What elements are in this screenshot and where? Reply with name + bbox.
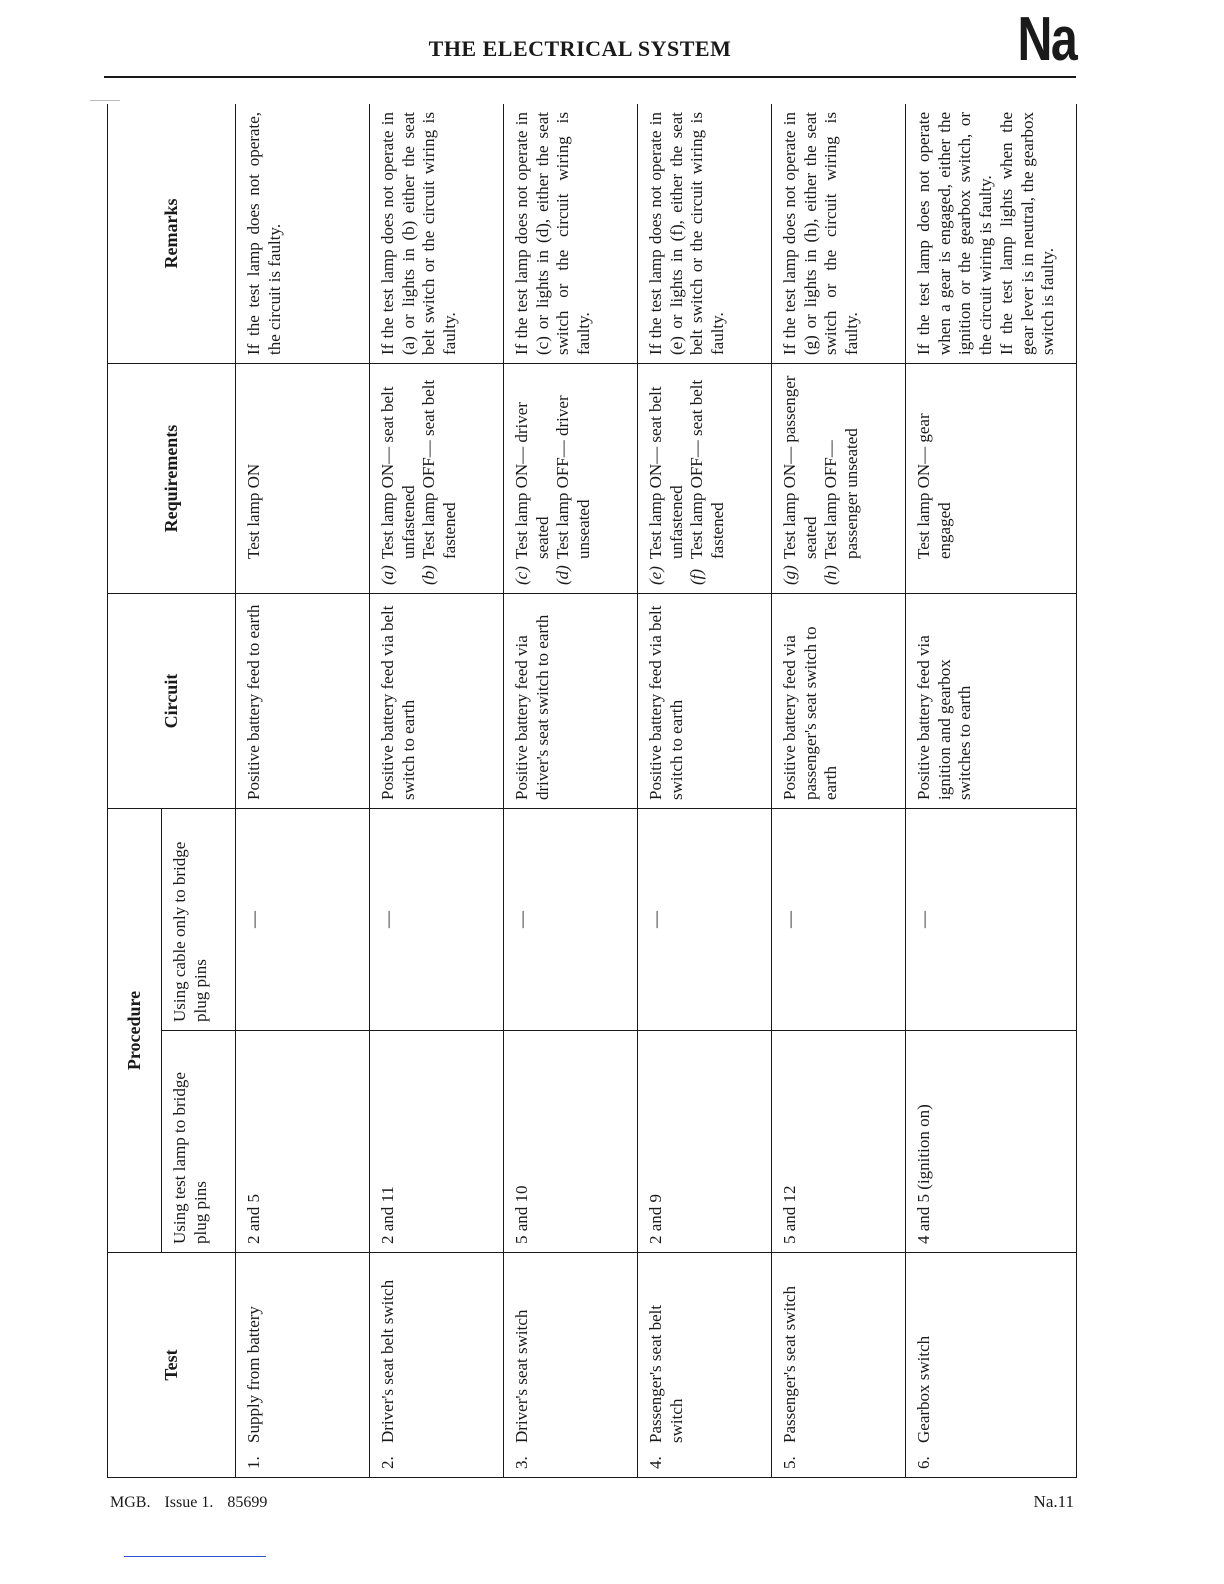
cable-pins-cell: — bbox=[906, 809, 1077, 1031]
table-row bbox=[370, 104, 504, 1478]
requirement-text: Test lamp ON— seat belt unfastened bbox=[378, 386, 418, 559]
requirement-line bbox=[687, 372, 728, 585]
remarks-cell bbox=[906, 104, 1077, 364]
remarks-cell bbox=[638, 104, 772, 364]
test-cell bbox=[638, 1253, 772, 1478]
requirement-line bbox=[378, 372, 419, 585]
cable-pins-cell: — bbox=[504, 809, 638, 1031]
remarks-cell bbox=[370, 104, 504, 364]
requirement-label bbox=[244, 559, 265, 585]
remark-text: If the test lamp lights when the gear lever is in neutral, the gearbox switch is faulty. bbox=[996, 112, 1058, 355]
requirement-text: Test lamp OFF— passenger unseated bbox=[821, 428, 862, 559]
requirement-label: (f) bbox=[687, 568, 707, 585]
header-proc-lamp: Using test lamp to bridge plug pins bbox=[162, 1031, 236, 1253]
table-row bbox=[906, 104, 1077, 1478]
test-table-frame bbox=[107, 104, 1077, 1478]
cable-pins-cell: — bbox=[236, 809, 370, 1031]
circuit-cell: Positive battery feed via driver's seat switch to earth bbox=[504, 594, 638, 809]
circuit-cell: Positive battery feed via passenger's seat switch to earth bbox=[772, 594, 906, 809]
requirement-text: Test lamp ON— seat belt unfastened bbox=[646, 386, 686, 559]
header-remarks: Remarks bbox=[108, 104, 236, 364]
test-number: 3. bbox=[512, 1456, 531, 1469]
lamp-pins-cell: 2 and 9 bbox=[638, 1031, 772, 1253]
requirement-line bbox=[914, 372, 955, 585]
requirement-line bbox=[244, 372, 265, 585]
remarks-cell bbox=[504, 104, 638, 364]
test-number: 4. bbox=[646, 1456, 665, 1469]
remark-text: If the test lamp does not operate in (a) or lights in (b) either the seat belt switch or the circuit wiring is faulty. bbox=[378, 112, 460, 355]
test-cell bbox=[370, 1253, 504, 1478]
test-number: 6. bbox=[914, 1456, 933, 1469]
requirement-line bbox=[646, 372, 687, 585]
table-row bbox=[772, 104, 906, 1478]
requirement-text: Test lamp OFF— seat belt fastened bbox=[687, 379, 728, 559]
header-proc-cable: Using cable only to bridge plug pins bbox=[162, 809, 236, 1031]
requirement-line bbox=[419, 372, 460, 585]
requirement-text: Test lamp OFF— seat belt fastened bbox=[419, 379, 460, 559]
circuit-cell: Positive battery feed via belt switch to earth bbox=[370, 594, 504, 809]
section-mark: Na bbox=[1017, 5, 1076, 74]
requirements-cell bbox=[236, 364, 370, 594]
remarks-cell bbox=[772, 104, 906, 364]
requirement-label: (h) bbox=[821, 565, 841, 585]
requirement-label: (e) bbox=[646, 566, 665, 585]
lamp-pins-cell: 2 and 11 bbox=[370, 1031, 504, 1253]
requirement-line bbox=[553, 372, 594, 585]
requirement-label: (g) bbox=[780, 565, 799, 585]
lamp-pins-cell: 5 and 10 bbox=[504, 1031, 638, 1253]
footer-issue: Issue 1. bbox=[164, 1494, 214, 1511]
header-circuit: Circuit bbox=[108, 594, 236, 809]
cable-pins-cell: — bbox=[370, 809, 504, 1031]
header-row bbox=[108, 104, 162, 1478]
test-cell bbox=[236, 1253, 370, 1478]
lamp-pins-cell: 4 and 5 (ignition on) bbox=[906, 1031, 1077, 1253]
page-number: Na.11 bbox=[1033, 1492, 1074, 1511]
cable-pins-cell: — bbox=[772, 809, 906, 1031]
test-name: Supply from battery bbox=[244, 1306, 263, 1443]
table-row bbox=[504, 104, 638, 1478]
test-cell bbox=[906, 1253, 1077, 1478]
table-row bbox=[236, 104, 370, 1478]
test-name: Gearbox switch bbox=[914, 1335, 933, 1443]
circuit-cell: Positive battery feed via belt switch to earth bbox=[638, 594, 772, 809]
remark-text: If the test lamp does not operate in (e) or lights in (f), either the seat belt switch or the circuit wiring is faulty. bbox=[646, 112, 728, 355]
test-cell bbox=[504, 1253, 638, 1478]
requirements-cell bbox=[638, 364, 772, 594]
requirement-label: (a) bbox=[378, 565, 397, 585]
divider bbox=[124, 1556, 266, 1557]
circuit-cell: Positive battery feed via ignition and gearbox switches to earth bbox=[906, 594, 1077, 809]
divider bbox=[90, 100, 120, 101]
remark-text: If the test lamp does not operate, the circuit is faulty. bbox=[244, 112, 284, 355]
header-procedure: Procedure bbox=[108, 809, 162, 1253]
remark-text: If the test lamp does not operate in (g) or lights in (h), either the seat switch or the circuit wiring is faulty. bbox=[780, 112, 862, 355]
requirement-label: (b) bbox=[419, 565, 439, 585]
requirement-text: Test lamp OFF— driver unseated bbox=[553, 395, 594, 559]
cable-pins-cell: — bbox=[638, 809, 772, 1031]
header-rule bbox=[104, 76, 1076, 78]
requirement-line bbox=[780, 372, 821, 585]
circuit-cell: Positive battery feed to earth bbox=[236, 594, 370, 809]
rotated-table-container bbox=[107, 104, 1077, 1478]
header-requirements: Requirements bbox=[108, 364, 236, 594]
requirements-cell bbox=[370, 364, 504, 594]
page-title: THE ELECTRICAL SYSTEM bbox=[428, 36, 732, 61]
requirements-cell bbox=[504, 364, 638, 594]
test-name: Passenger's seat belt switch bbox=[646, 1304, 686, 1443]
lamp-pins-cell: 2 and 5 bbox=[236, 1031, 370, 1253]
remarks-cell bbox=[236, 104, 370, 364]
requirement-text: Test lamp ON— driver seated bbox=[512, 402, 552, 559]
requirement-label: (d) bbox=[553, 565, 573, 585]
test-name: Passenger's seat switch bbox=[780, 1286, 799, 1443]
footer-part-number: 85699 bbox=[227, 1494, 268, 1511]
requirement-text: Test lamp ON— gear engaged bbox=[914, 413, 954, 559]
test-cell bbox=[772, 1253, 906, 1478]
remark-text: If the test lamp does not operate when a gear is engaged, either the ignition or the gearbox switch, or the circuit wiring is faulty. bbox=[914, 112, 996, 355]
page-footer-left bbox=[110, 1494, 277, 1512]
remark-text: If the test lamp does not operate in (c) or lights in (d), either the seat switch or the circuit wiring is faulty. bbox=[512, 112, 594, 355]
requirements-cell bbox=[906, 364, 1077, 594]
lamp-pins-cell: 5 and 12 bbox=[772, 1031, 906, 1253]
requirement-text: Test lamp ON— passenger seated bbox=[780, 375, 820, 559]
test-number: 5. bbox=[780, 1456, 799, 1469]
footer-model: MGB. bbox=[110, 1494, 151, 1511]
requirement-label bbox=[914, 559, 955, 585]
requirement-text: Test lamp ON bbox=[244, 463, 263, 559]
requirement-label: (c) bbox=[512, 566, 531, 585]
test-name: Driver's seat belt switch bbox=[378, 1279, 397, 1443]
table-row bbox=[638, 104, 772, 1478]
test-name: Driver's seat switch bbox=[512, 1309, 531, 1443]
requirements-cell bbox=[772, 364, 906, 594]
test-table bbox=[107, 104, 1077, 1478]
requirement-line bbox=[821, 372, 862, 585]
header-test: Test bbox=[108, 1253, 236, 1478]
test-number: 1. bbox=[244, 1456, 263, 1469]
test-number: 2. bbox=[378, 1456, 397, 1469]
requirement-line bbox=[512, 372, 553, 585]
